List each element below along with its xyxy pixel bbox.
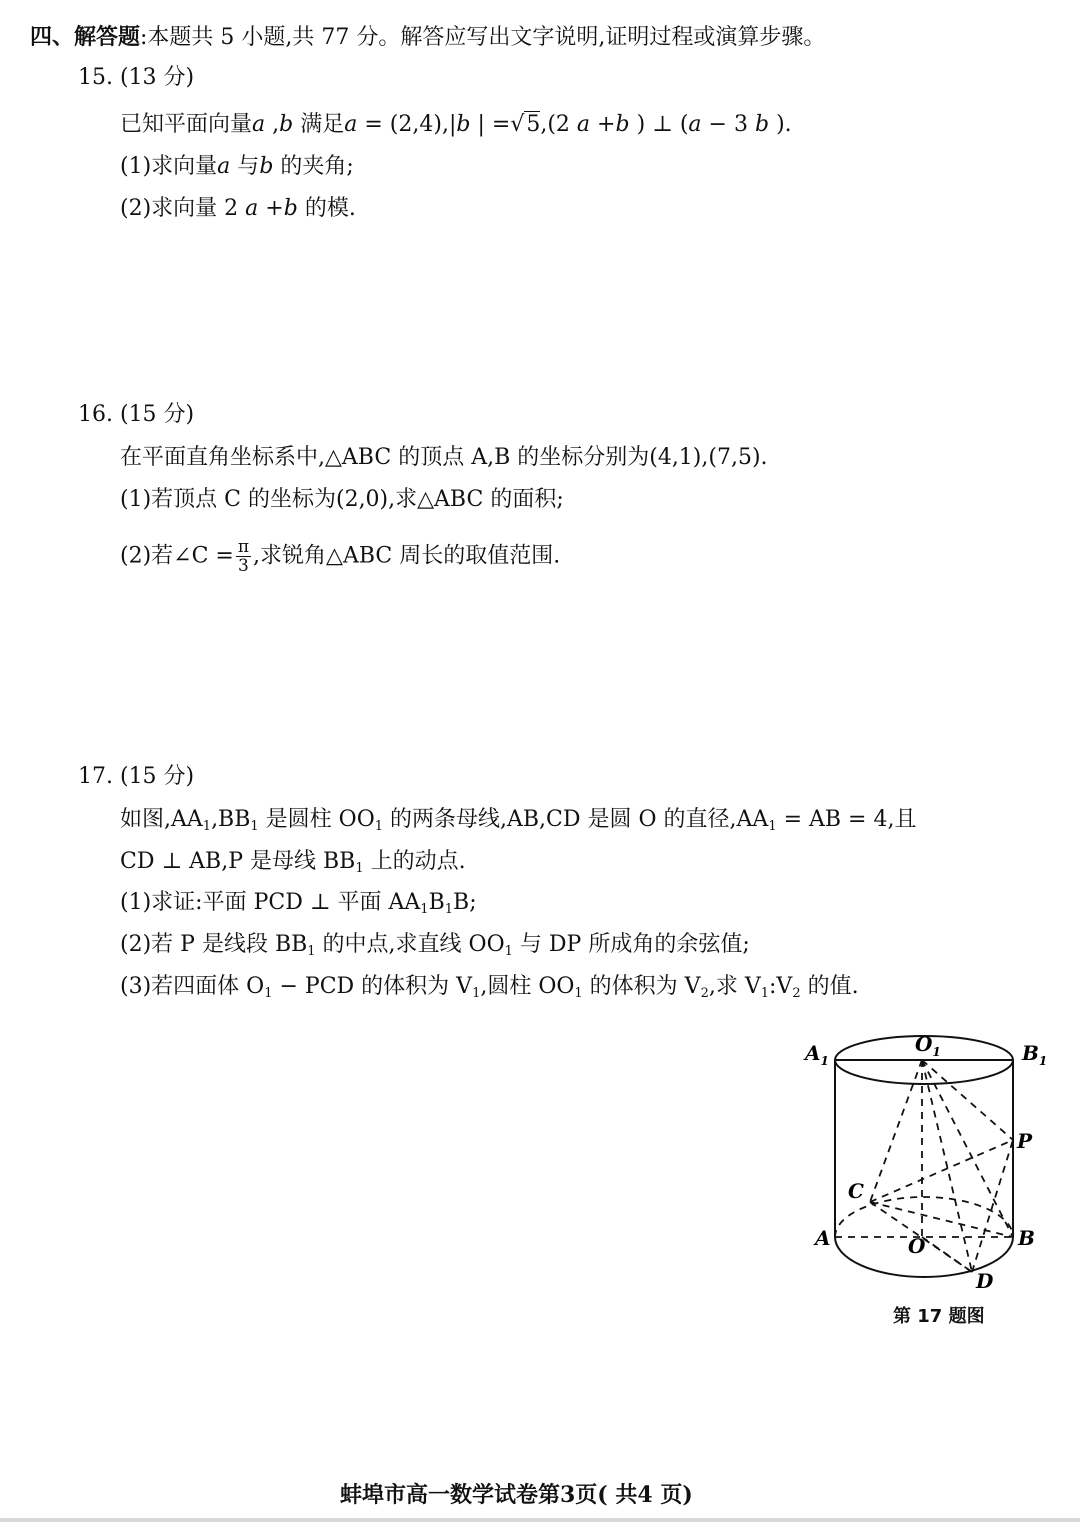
section-heading	[30, 22, 825, 53]
bottom-rule	[0, 1518, 1080, 1522]
q17-stem-line2: CD ⊥ AB,P 是母线 $BB_1$ 上的动点.	[120, 849, 466, 876]
label-A: A	[815, 1226, 831, 1250]
q17-part1: (1)求证:平面 PCD ⊥ 平面 $AA_1B_1B$;	[120, 890, 477, 917]
q17-number: 17. (15 分)	[78, 764, 195, 789]
label-C: C	[848, 1179, 864, 1203]
section-label: 四、解答题	[30, 24, 141, 50]
label-B1: $B_1$	[1022, 1041, 1048, 1068]
cylinder-figure	[790, 1020, 1060, 1320]
label-A1: $A_1$	[805, 1041, 829, 1068]
q16-part2: (2)若∠C = $\frac{\pi}{3}$ ,求锐角△ABC 周长的取值范围.	[120, 537, 561, 576]
q15-part1: (1)求向量a 与b 的夹角;	[120, 154, 354, 179]
label-O: O	[908, 1234, 926, 1258]
label-B: B	[1018, 1226, 1035, 1250]
q16-part1: (1)若顶点 C 的坐标为(2,0),求△ABC 的面积;	[120, 487, 564, 512]
q15-number: 15. (13 分)	[78, 65, 195, 90]
label-D: D	[976, 1269, 994, 1293]
q17-part3: (3)若四面体 $O_1$ − PCD 的体积为 $V_1$,圆柱 $OO_1$ 的体积为 $V_2$,求 $V_1:V_2$ 的值.	[120, 974, 859, 1001]
O1-B	[922, 1060, 1013, 1237]
page-footer: 蚌埠市高一数学试卷第3页( 共4 页)	[340, 1482, 693, 1508]
label-O1: $O_1$	[915, 1032, 941, 1059]
q16-number: 16. (15 分)	[78, 402, 195, 427]
q16-stem: 在平面直角坐标系中,△ABC 的顶点 A,B 的坐标分别为(4,1),(7,5).	[120, 445, 768, 470]
C-P	[870, 1140, 1013, 1202]
q17-part2: (2)若 P 是线段 $BB_1$ 的中点,求直线 $OO_1$ 与 DP 所成角的余弦值;	[120, 932, 750, 959]
pi-over-3-fraction: $\frac{\pi}{3}$	[237, 537, 250, 576]
section-instructions: :本题共 5 小题,共 77 分。解答应写出文字说明,证明过程或演算步骤。	[140, 25, 826, 50]
O1-D	[922, 1060, 972, 1272]
q15-stem: 已知平面向量a ,b 满足a = (2,4),|b | =√5,(2 a +b ) ⊥ (a − 3 b ).	[120, 112, 792, 137]
figure-caption: 第 17 题图	[893, 1306, 985, 1327]
label-P: P	[1017, 1129, 1033, 1153]
q17-stem-line1: 如图$,AA_1,BB_1$ 是圆柱 $OO_1$ 的两条母线,AB,CD 是圆 O 的直径$,AA_1$ = AB = 4,且	[120, 807, 917, 834]
q15-part2: (2)求向量 2 a +b 的模.	[120, 196, 356, 221]
